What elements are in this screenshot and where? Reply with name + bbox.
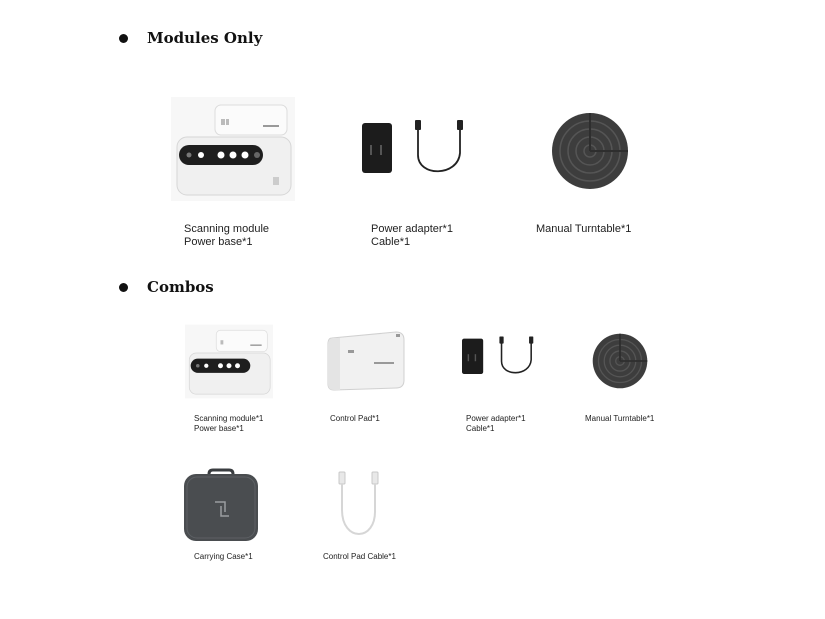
section-title: Combos xyxy=(147,278,214,296)
section-heading-combos xyxy=(119,278,214,296)
caption-turntable: Manual Turntable*1 xyxy=(585,414,655,423)
caption-scanning-module: Scanning module Power base*1 xyxy=(184,223,270,249)
turntable-icon xyxy=(592,333,648,389)
bullet-icon xyxy=(119,283,128,292)
caption-control-pad: Control Pad*1 xyxy=(330,414,380,423)
section-heading-modules-only xyxy=(119,29,262,47)
caption-power-adapter: Power adapter*1 Cable*1 xyxy=(371,223,453,249)
power-adapter-icon xyxy=(358,115,468,183)
scanner-module-icon xyxy=(185,324,273,399)
caption-scanning-module: Scanning module*1 Power base*1 xyxy=(194,414,264,433)
caption-carrying-case: Carrying Case*1 xyxy=(194,552,253,561)
carrying-case-icon xyxy=(183,468,259,542)
usb-cable-icon xyxy=(336,470,382,538)
turntable-icon xyxy=(551,112,629,190)
power-adapter-icon xyxy=(457,333,539,381)
caption-control-pad-cable: Control Pad Cable*1 xyxy=(323,552,396,561)
scanner-module-icon xyxy=(171,97,295,201)
caption-power-adapter: Power adapter*1 Cable*1 xyxy=(466,414,526,433)
control-pad-icon xyxy=(324,328,406,394)
caption-turntable: Manual Turntable*1 xyxy=(536,223,632,235)
section-title: Modules Only xyxy=(147,29,263,47)
bullet-icon xyxy=(119,34,128,43)
